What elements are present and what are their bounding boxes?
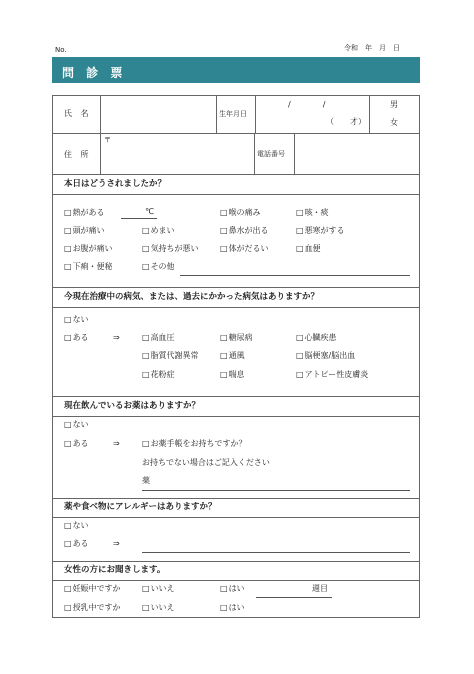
postal-mark: 〒 [104, 136, 111, 144]
q4-no-checkbox[interactable]: □ ない [64, 522, 89, 530]
nausea-checkbox[interactable]: □ 気持ちが悪い [142, 245, 199, 253]
divider [52, 416, 420, 417]
divider [52, 580, 420, 581]
divider [52, 561, 420, 562]
divider [254, 133, 255, 174]
weeks-field[interactable] [256, 597, 332, 598]
allergy-field[interactable] [142, 552, 410, 553]
address-label: 住 所 [64, 150, 92, 159]
notebook-checkbox[interactable]: □ お薬手帳をお持ちですか？ [142, 440, 246, 448]
divider [369, 95, 370, 133]
medicine-field[interactable] [142, 490, 410, 491]
phone-field[interactable] [296, 136, 418, 172]
name-field[interactable] [104, 100, 214, 130]
weeks-label: 週目 [312, 584, 328, 593]
hayfever-checkbox[interactable]: □ 花粉症 [142, 371, 175, 379]
female-option[interactable]: 女 [390, 118, 398, 127]
q2-no-checkbox[interactable]: □ ない [64, 316, 89, 324]
q2-question: 今現在治療中の病気、または、過去にかかった病気はありますか？ [64, 292, 320, 302]
page-title: 問 診 票 [62, 66, 127, 80]
atopy-checkbox[interactable]: □ アトピー性皮膚炎 [296, 371, 368, 379]
medicine-label: 薬 [142, 476, 150, 485]
stomach-checkbox[interactable]: □ お腹が痛い [64, 245, 113, 253]
divider [52, 133, 420, 134]
nursing-checkbox[interactable]: □ 授乳中ですか [64, 604, 121, 612]
headache-checkbox[interactable]: □ 頭が痛い [64, 227, 105, 235]
divider [52, 498, 420, 499]
address-field[interactable] [112, 136, 252, 172]
pregnant-yes-checkbox[interactable]: □ はい [220, 585, 245, 593]
tired-checkbox[interactable]: □ 体がだるい [220, 245, 269, 253]
throat-checkbox[interactable]: □ 喉の痛み [220, 209, 261, 217]
asthma-checkbox[interactable]: □ 喘息 [220, 371, 245, 379]
arrow-icon: ⇒ [113, 439, 120, 448]
arrow-icon: ⇒ [113, 539, 120, 548]
heart-checkbox[interactable]: □ 心臓疾患 [296, 334, 337, 342]
birthdate-label: 生年月日 [219, 110, 247, 118]
pregnant-no-checkbox[interactable]: □ いいえ [142, 585, 175, 593]
dizzy-checkbox[interactable]: □ めまい [142, 227, 175, 235]
chills-checkbox[interactable]: □ 悪寒がする [296, 227, 345, 235]
medicine-note: お持ちでない場合はご記入ください [142, 458, 270, 467]
name-label: 氏 名 [64, 109, 92, 118]
birthdate-slashes: / / [288, 100, 328, 109]
divider [52, 396, 420, 397]
q3-no-checkbox[interactable]: □ ない [64, 421, 89, 429]
arrow-icon: ⇒ [113, 333, 120, 342]
lipid-checkbox[interactable]: □ 脂質代謝異常 [142, 352, 199, 360]
divider [52, 194, 420, 195]
male-option[interactable]: 男 [390, 100, 398, 109]
temperature-field[interactable] [121, 218, 157, 219]
q3-question: 現在飲んでいるお薬はありますか？ [64, 401, 201, 411]
diarrhea-checkbox[interactable]: □ 下痢・便秘 [64, 263, 113, 271]
birthdate-field[interactable] [256, 98, 368, 132]
divider [52, 287, 420, 288]
stroke-checkbox[interactable]: □ 脳梗塞/脳出血 [296, 352, 355, 360]
date-label: 令和 年 月 日 [344, 44, 400, 52]
divider [100, 95, 101, 174]
blood-stool-checkbox[interactable]: □ 血便 [296, 245, 321, 253]
q3-yes-checkbox[interactable]: □ ある [64, 440, 89, 448]
q5-question: 女性の方にお聞きします。 [64, 565, 166, 575]
pregnant-checkbox[interactable]: □ 妊娠中ですか [64, 585, 121, 593]
gout-checkbox[interactable]: □ 通風 [220, 352, 245, 360]
fever-checkbox[interactable]: □ 熱がある [64, 209, 105, 217]
cough-checkbox[interactable]: □ 咳・痰 [296, 209, 329, 217]
runny-nose-checkbox[interactable]: □ 鼻水が出る [220, 227, 269, 235]
divider [294, 133, 295, 174]
celsius-unit: ℃ [145, 207, 154, 216]
other-checkbox[interactable]: □ その他 [142, 263, 175, 271]
q4-yes-checkbox[interactable]: □ ある [64, 540, 89, 548]
q1-question: 本日はどうされましたか？ [64, 179, 167, 189]
age-field: （ 才） [326, 117, 366, 126]
nursing-yes-checkbox[interactable]: □ はい [220, 604, 245, 612]
title-banner [52, 57, 420, 83]
q4-question: 薬や食べ物にアレルギーはありますか？ [64, 502, 217, 512]
phone-label: 電話番号 [257, 150, 285, 158]
nursing-no-checkbox[interactable]: □ いいえ [142, 604, 175, 612]
diabetes-checkbox[interactable]: □ 糖尿病 [220, 334, 253, 342]
hypertension-checkbox[interactable]: □ 高血圧 [142, 334, 175, 342]
other-field[interactable] [180, 275, 410, 276]
divider [52, 307, 420, 308]
divider [216, 95, 217, 133]
form-number-label: No. [55, 46, 67, 54]
q2-yes-checkbox[interactable]: □ ある [64, 334, 89, 342]
divider [52, 517, 420, 518]
divider [52, 174, 420, 175]
